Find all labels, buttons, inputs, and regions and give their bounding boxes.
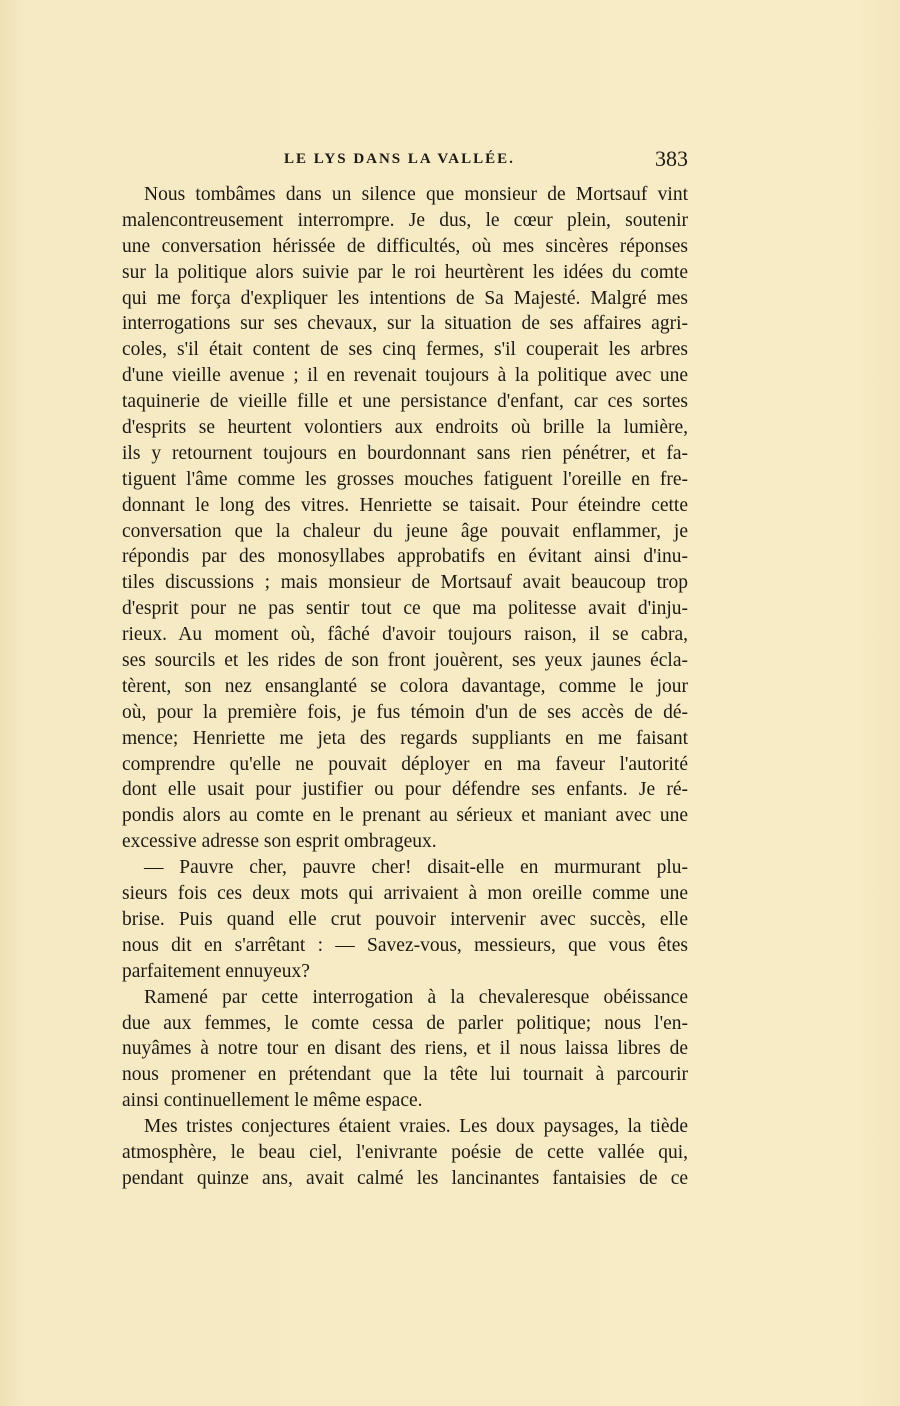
text-line: une conversation hérissée de difficultés, où mes sincères réponses <box>122 235 688 257</box>
text-line: due aux femmes, le comte cessa de parler politique; nous l'en- <box>122 1012 688 1034</box>
text-line: brise. Puis quand elle crut pouvoir intervenir avec succès, elle <box>122 908 688 930</box>
text-line: ils y retournent toujours en bourdonnant sans rien pénétrer, et fa- <box>122 442 688 464</box>
text-line: excessive adresse son esprit ombrageux. <box>122 831 437 853</box>
page-header <box>122 148 688 174</box>
text-line: tiguent l'âme comme les grosses mouches fatiguent l'oreille en fre- <box>122 468 688 490</box>
page-body-text <box>122 182 688 1192</box>
text-line: tèrent, son nez ensanglanté se colora davantage, comme le jour <box>122 675 688 697</box>
paragraph <box>122 182 688 855</box>
text-line: dont elle usait pour justifier ou pour défendre ses enfants. Je ré- <box>122 779 688 801</box>
text-line: tiles discussions ; mais monsieur de Mortsauf avait beaucoup trop <box>122 572 688 594</box>
page-number: 383 <box>655 146 688 171</box>
text-line: pendant quinze ans, avait calmé les lancinantes fantaisies de ce <box>122 1167 688 1189</box>
text-line: Mes tristes conjectures étaient vraies. Les doux paysages, la tiède <box>144 1116 688 1138</box>
text-line: coles, s'il était content de ses cinq fermes, s'il couperait les arbres <box>122 339 688 361</box>
text-line: qui me força d'expliquer les intentions de Sa Majesté. Malgré mes <box>122 287 688 309</box>
text-line: nuyâmes à notre tour en disant des riens, et il nous laissa libres de <box>122 1038 688 1060</box>
text-line: donnant le long des vitres. Henriette se taisait. Pour éteindre cette <box>122 494 688 516</box>
text-line: taquinerie de vieille fille et une persistance d'enfant, car ces sortes <box>122 391 688 413</box>
text-line: nous dit en s'arrêtant : — Savez-vous, messieurs, que vous êtes <box>122 934 688 956</box>
text-line: où, pour la première fois, je fus témoin d'un de ses accès de dé- <box>122 701 688 723</box>
text-line: atmosphère, le beau ciel, l'enivrante poésie de cette vallée qui, <box>122 1141 688 1163</box>
text-line: sieurs fois ces deux mots qui arrivaient à mon oreille comme une <box>122 883 688 905</box>
text-line: d'esprits se heurtent volontiers aux endroits où brille la lumière, <box>122 417 688 439</box>
text-line: Ramené par cette interrogation à la chevaleresque obéissance <box>144 986 688 1008</box>
text-line: nous promener en prétendant que la tête lui tournait à parcourir <box>122 1064 688 1086</box>
text-line: ainsi continuellement le même espace. <box>122 1090 423 1112</box>
text-line: conversation que la chaleur du jeune âge pouvait enflammer, je <box>122 520 688 542</box>
text-line: d'esprit pour ne pas sentir tout ce que ma politesse avait d'inju- <box>122 598 688 620</box>
paragraph <box>122 855 688 984</box>
text-line: interrogations sur ses chevaux, sur la situation de ses affaires agri- <box>122 313 688 335</box>
paragraph <box>122 1114 688 1192</box>
text-line: sur la politique alors suivie par le roi heurtèrent les idées du comte <box>122 261 688 283</box>
text-line: rieux. Au moment où, fâché d'avoir toujours raison, il se cabra, <box>122 624 688 646</box>
text-line: d'une vieille avenue ; il en revenait toujours à la politique avec une <box>122 365 688 387</box>
text-line: Nous tombâmes dans un silence que monsieur de Mortsauf vint <box>144 184 688 205</box>
text-line: répondis par des monosyllabes approbatifs en évitant ainsi d'inu- <box>122 546 688 568</box>
paragraph <box>122 985 688 1114</box>
text-line: parfaitement ennuyeux? <box>122 960 310 982</box>
text-line: mence; Henriette me jeta des regards suppliants en me faisant <box>122 727 688 749</box>
text-line: — Pauvre cher, pauvre cher! disait-elle en murmurant plu- <box>144 857 688 879</box>
text-line: malencontreusement interrompre. Je dus, le cœur plein, soutenir <box>122 209 688 231</box>
text-line: pondis alors au comte en le prenant au sérieux et maniant avec une <box>122 805 688 827</box>
running-title: LE LYS DANS LA VALLÉE. <box>284 151 515 167</box>
text-line: ses sourcils et les rides de son front jouèrent, ses yeux jaunes écla- <box>122 650 688 672</box>
text-line: comprendre qu'elle ne pouvait déployer en ma faveur l'autorité <box>122 753 688 775</box>
